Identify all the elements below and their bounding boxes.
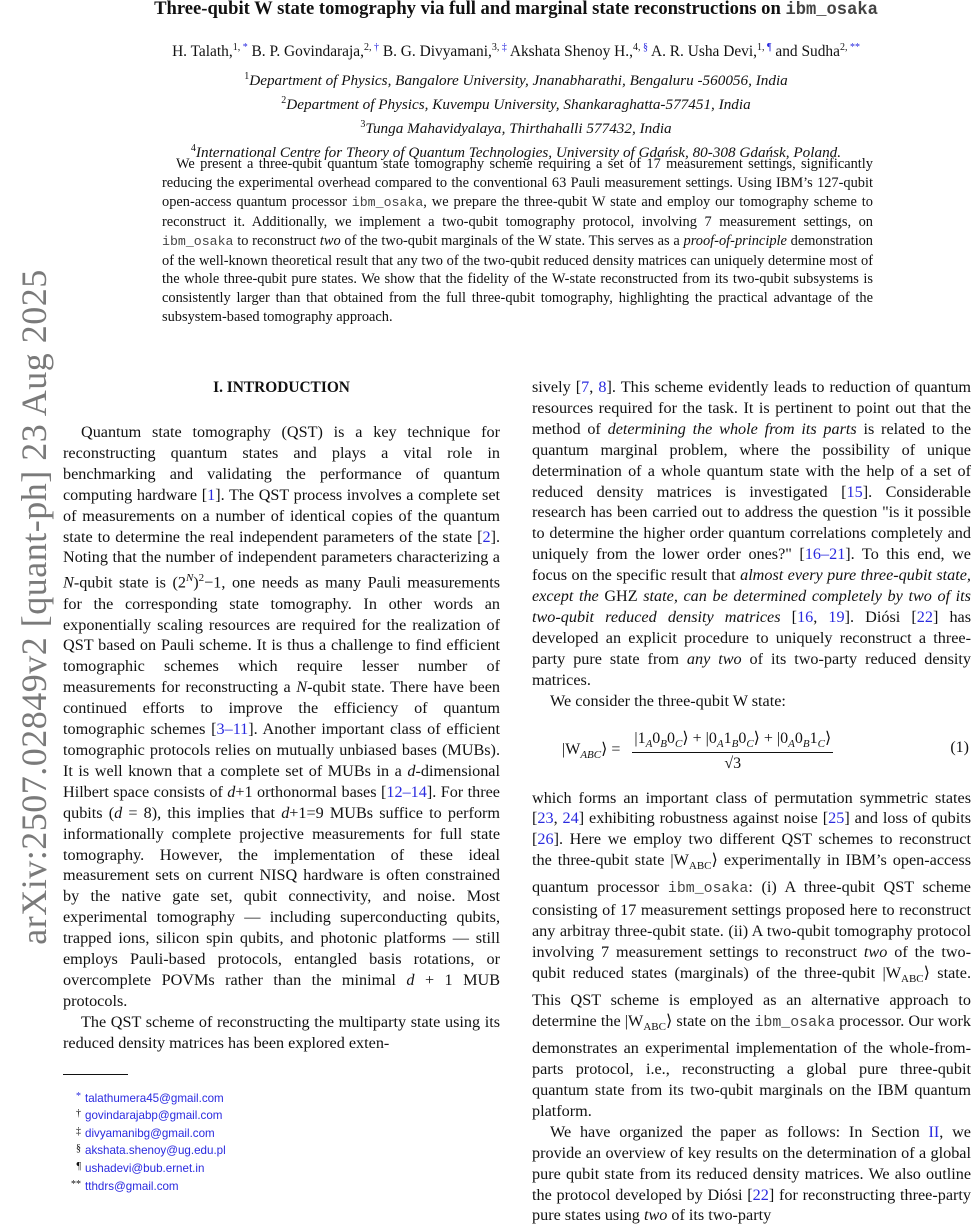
processor-name: ibm_osaka xyxy=(162,233,234,249)
abstract-emphasis: proof-of-principle xyxy=(683,232,787,249)
footnotes xyxy=(63,1089,500,1195)
citation-link[interactable]: 23 xyxy=(537,809,554,828)
affiliation-number: 2 xyxy=(281,95,287,106)
author-name: Sudha xyxy=(801,43,840,60)
footnote: § akshata.shenoy@ug.edu.pl xyxy=(76,1143,226,1158)
footnote: ‡ divyamanibg@gmail.com xyxy=(76,1125,215,1140)
equation-fraction xyxy=(632,728,833,773)
right-column xyxy=(532,377,971,1226)
abstract-text: We present a three-qubit quantum state tomography scheme requiring a set of 17 measurement settings, significantly reducing the experimental overhead compared to the conventional 63 Pauli measurement settings. Using IBM’s 127-qubit open-access quantum processor xyxy=(162,156,873,210)
abstract-text: , we prepare the three-qubit W state and employ our tomography scheme to reconstruct it. Additionally, we implement a two-qubit tomography protocol, involving 7 measurement settings, on xyxy=(162,193,873,230)
citation-link[interactable]: 16 xyxy=(797,607,814,626)
citation-link[interactable]: 2 xyxy=(482,527,491,546)
email-link[interactable]: divyamanibg@gmail.com xyxy=(85,1126,215,1140)
email-link[interactable]: akshata.shenoy@ug.edu.pl xyxy=(85,1144,226,1158)
intro-paragraph-5: We have organized the paper as follows: In Section II, we provide an overview of key results on the determination of a global pure qubit state from its reduced density matrices. We also outline the protocol developed by Diósi [22] for reconstructing three-party pure states using two of its two-party xyxy=(532,1122,971,1225)
affiliation xyxy=(60,115,972,139)
citation-link[interactable]: 1 xyxy=(207,485,216,504)
processor-name: ibm_osaka xyxy=(351,194,424,210)
affiliation-text: Department of Physics, Bangalore University, Jnanabharathi, Bengaluru -560056, India xyxy=(249,72,788,89)
intro-paragraph-3: We consider the three-qubit W state: xyxy=(550,691,786,710)
equation-number: (1) xyxy=(950,738,969,756)
author-affiliation-mark: 1, ¶ xyxy=(757,42,772,53)
title-mono: ibm_osaka xyxy=(785,1,878,20)
author-footnote-link[interactable]: * xyxy=(242,42,248,53)
section-heading: I. INTRODUCTION xyxy=(213,379,350,396)
affiliation-list xyxy=(60,67,972,163)
affiliation-text: International Centre for Theory of Quantum Technologies, University of Gdańsk, 80-308 Gdańsk, Poland. xyxy=(195,144,842,161)
equation-body xyxy=(562,728,833,773)
author-footnote-link[interactable]: ** xyxy=(849,42,860,53)
author-list: H. Talath,$^{1, *}$ B. P. Govindaraja,$^{2, \dagger}$ B. G. Divyamani,$^{3, \ddagger}$ Akshata Shenoy H.,$^{4, \S}$ A. R. Usha Devi,$^{1, \P}$ and Sudha$^{2, **}$ xyxy=(172,42,860,60)
abstract-text: demonstration of the well-known theoretical result that any two of the two-qubit reduced density matrices can uniquely determine most of the whole three-qubit pure states. We show that the fidelity of the W-state reconstructed from its two-qubit subsystems is consistently larger than that obtained from the full three-qubit tomography, highlighting the practical advantage of the subsystem-based tomography approach. xyxy=(162,232,873,326)
author-footnote-link[interactable]: ‡ xyxy=(501,42,507,53)
title-text: Three-qubit W state tomography via full and marginal state reconstructions on xyxy=(154,0,781,19)
abstract-emphasis: two xyxy=(319,232,341,249)
author-affiliation-mark: 1, * xyxy=(232,42,248,53)
citation-link[interactable]: 16–21 xyxy=(804,545,846,564)
author-name: B. P. Govindaraja, xyxy=(251,43,364,60)
author-affiliation-mark: 2, † xyxy=(363,42,379,53)
author-footnote-link[interactable]: † xyxy=(373,42,379,53)
paper-title xyxy=(60,0,972,20)
author-name: A. R. Usha Devi, xyxy=(650,43,757,60)
affiliation xyxy=(60,91,972,115)
author-affiliation-mark: 4, § xyxy=(632,42,648,53)
citation-link[interactable]: 8 xyxy=(598,378,607,396)
affiliation-number: 1 xyxy=(244,71,250,82)
abstract-text: to reconstruct xyxy=(237,232,317,249)
author-name: Akshata Shenoy H., xyxy=(509,43,633,60)
affiliation xyxy=(60,67,972,91)
citation-link[interactable]: 19 xyxy=(828,607,845,626)
arxiv-identifier: arXiv:2507.02849v2 [quant-ph] 23 Aug 2025 xyxy=(14,269,54,945)
author-name: B. G. Divyamani, xyxy=(382,43,492,60)
footnote: † govindarajabp@gmail.com xyxy=(76,1108,223,1123)
email-link[interactable]: govindarajabp@gmail.com xyxy=(85,1109,223,1123)
intro-paragraph-2: The QST scheme of reconstructing the multiparty state using its reduced density matrices has been explored exten- xyxy=(63,1012,500,1052)
author-affiliation-mark: 2, ** xyxy=(839,42,860,53)
abstract xyxy=(162,155,873,327)
author-footnote-link[interactable]: § xyxy=(642,42,648,53)
equation-numerator: $|1_A0_B0_C⟩$ + $|0_A1_B0_C⟩$ + $|0_A0_B1_C⟩$ xyxy=(632,728,833,753)
citation-link[interactable]: 24 xyxy=(562,809,579,828)
citation-link[interactable]: 26 xyxy=(537,830,554,849)
arxiv-sidebar xyxy=(12,15,56,1200)
footnote: ** tthdrs@gmail.com xyxy=(71,1178,179,1193)
intro-paragraph-1: Quantum state tomography (QST) is a key technique for reconstructing quantum states and plays a vital role in benchmarking and validating the performance of quantum computing hardware [1]. The QST process involves a complete set of measurements on a number of identical copies of the quantum state to determine the real independent parameters of the state [2]. Noting that the number of independent parameters characterizing a N-qubit state is $(2^N)^2-1$, one needs as many Pauli measurements for the corresponding state tomography. In other words an exponentially scaling resources are required for the realization of QST based on Pauli scheme. It is thus a challenge to find efficient tomographic schemes which require lesser number of measurements for reconstructing a N-qubit state. There have been continued efforts to improve the efficiency of quantum tomographic schemes [3–11]. Another important class of efficient tomographic protocols relies on mutually unbiased bases (MUBs). It is well known that a complete set of MUBs in a d-dimensional Hilbert space consists of d+1 orthonormal bases [12–14]. For three qubits (d = 8), this implies that d+1=9 MUBs suffice to perform informationally complete projective measurements for full state tomography. However, the implementation of these ideal measurement sets on current NISQ hardware is often constrained by the native gate set, qubit connectivity, and noise. Most experimental tomography — including superconducting qubits, trapped ions, silicon spin qubits, and photonic platforms — still employs Pauli-based protocols, entangled basis rotations, or overcomplete POVMs rather than the minimal d + 1 MUB protocols. xyxy=(63,423,501,1010)
left-column xyxy=(63,375,500,1194)
equation-1 xyxy=(532,718,971,782)
citation-link[interactable]: 15 xyxy=(846,482,863,501)
citation-link[interactable]: 22 xyxy=(916,607,933,626)
email-link[interactable]: tthdrs@gmail.com xyxy=(85,1179,179,1193)
intro-paragraph-2-cont: sively [7, 8]. This scheme evidently leads to reduction of quantum resources required for the task. It is pertinent to point out that the method of determining the whole from its parts is related to the quantum marginal problem, where the possibility of unique determination of a whole quantum state with the help of a set of reduced density matrices is investigated [15]. Considerable research has been carried out to address the question "is it possible to determine the higher order quantum correlations completely and uniquely from the lower order ones?" [16–21]. To this end, we focus on the specific result that almost every pure three-qubit state, except the GHZ state, can be determined completely by two of its two-qubit reduced density matrices [16, 19]. Diósi [22] has developed an explicit procedure to uniquely reconstruct a three-party pure state from any two of its two-party reduced density matrices. xyxy=(532,378,972,689)
footnote-rule xyxy=(63,1074,128,1075)
author-footnote-link[interactable]: ¶ xyxy=(767,42,772,53)
email-link[interactable]: talathumera45@gmail.com xyxy=(85,1091,224,1105)
citation-link[interactable]: II xyxy=(928,1122,940,1141)
author-name: H. Talath, xyxy=(172,43,233,60)
affiliation-text: Tunga Mahavidyalaya, Thirthahalli 577432, India xyxy=(365,120,672,137)
citation-link[interactable]: 3–11 xyxy=(216,720,249,739)
affiliation-number: 3 xyxy=(360,119,366,130)
abstract-text: of the two-qubit marginals of the W state. This serves as a xyxy=(344,232,680,249)
email-link[interactable]: ushadevi@bub.ernet.in xyxy=(85,1161,205,1175)
affiliation-text: Department of Physics, Kuvempu University, Shankaraghatta-577451, India xyxy=(286,96,751,113)
citation-link[interactable]: 12–14 xyxy=(386,782,427,801)
footnote: * talathumera45@gmail.com xyxy=(76,1090,224,1105)
citation-link[interactable]: 25 xyxy=(828,809,845,828)
intro-paragraph-4: which forms an important class of permutation symmetric states [23, 24] exhibiting robustness against noise [25] and loss of qubits [26]. Here we employ two different QST schemes to reconstruct the three-qubit state $|W_{ABC}⟩$ experimentally in IBM’s open-access quantum processor ibm_osaka: (i) A three-qubit QST scheme consisting of 17 measurement settings proposed here to reconstruct any arbitray three-qubit state. (ii) A two-qubit tomography protocol involving 7 measurement settings to reconstruct two of the two-qubit reduced states (marginals) of the three-qubit $|W_{ABC}⟩$ state. This QST scheme is employed as an alternative approach to determine the $|W_{ABC}⟩$ state on the ibm_osaka processor. Our work demonstrates an experimental implementation of the whole-from-parts protocol, i.e., reconstructing a global pure three-qubit quantum state from its two-qubit marginals on the IBM quantum platform. xyxy=(532,788,972,1120)
author-affiliation-mark: 3, ‡ xyxy=(491,42,507,53)
affiliation-number: 4 xyxy=(190,143,196,154)
citation-link[interactable]: 22 xyxy=(752,1185,769,1204)
footnote: ¶ ushadevi@bub.ernet.in xyxy=(76,1160,205,1175)
equation-denominator: √3 xyxy=(724,754,742,772)
citation-link[interactable]: 7 xyxy=(581,378,590,396)
equation-lhs: $|W_{ABC}⟩$ = xyxy=(562,741,621,762)
